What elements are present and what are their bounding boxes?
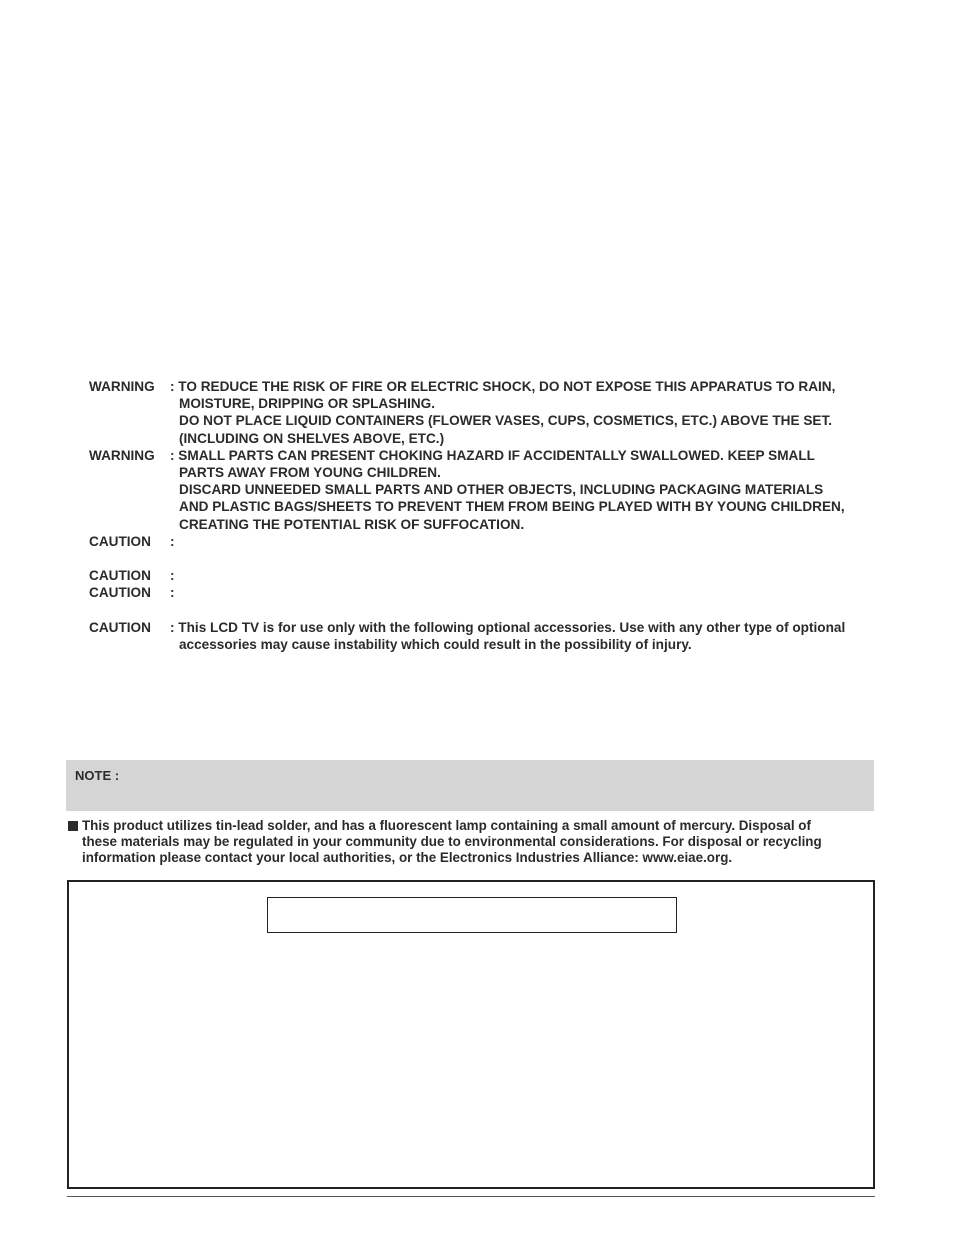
caution-label: CAUTION xyxy=(89,533,151,549)
warning-text-line: AND PLASTIC BAGS/SHEETS TO PREVENT THEM FROM BEING PLAYED WITH BY YOUNG CHILDREN, xyxy=(179,499,845,515)
caution-text-line: : This LCD TV is for use only with the following optional accessories. Use with any other type of optional xyxy=(170,619,846,635)
caution-text-line: : xyxy=(170,585,175,601)
warning-label: WARNING xyxy=(89,447,155,463)
warning-text-line: DO NOT PLACE LIQUID CONTAINERS (FLOWER VASES, CUPS, COSMETICS, ETC.) ABOVE THE SET. xyxy=(179,413,833,429)
caution-entry xyxy=(89,533,889,550)
disposal-text-line: information please contact your local authorities, or the Electronics Industries Alliance: www.eiae.org. xyxy=(82,850,733,865)
content-frame xyxy=(67,880,875,1189)
warning-text-line: : SMALL PARTS CAN PRESENT CHOKING HAZARD IF ACCIDENTALLY SWALLOWED. KEEP SMALL xyxy=(170,447,815,463)
warning-text-line: (INCLUDING ON SHELVES ABOVE, ETC.) xyxy=(179,430,445,446)
square-bullet-icon xyxy=(68,821,78,831)
warning-text-line: CREATING THE POTENTIAL RISK OF SUFFOCATION. xyxy=(179,516,525,532)
caution-entry xyxy=(89,584,889,601)
caution-text-line: : xyxy=(170,568,175,584)
warnings-section xyxy=(89,378,889,653)
caution-text-line: : xyxy=(170,533,175,549)
caution-label: CAUTION xyxy=(89,568,151,584)
caution-label: CAUTION xyxy=(89,619,151,635)
bottom-divider xyxy=(67,1196,875,1197)
warning-text-line: MOISTURE, DRIPPING OR SPLASHING. xyxy=(179,396,436,412)
caution-entry xyxy=(89,567,889,584)
caution-text-line: accessories may cause instability which could result in the possibility of injury. xyxy=(179,637,692,653)
note-box xyxy=(66,760,874,811)
warning-text-line: PARTS AWAY FROM YOUNG CHILDREN. xyxy=(179,465,441,481)
disposal-text-line: This product utilizes tin-lead solder, and has a fluorescent lamp containing a small amount of mercury. Disposal of xyxy=(82,818,811,833)
warning-entry xyxy=(89,378,889,447)
caution-label: CAUTION xyxy=(89,585,151,601)
warning-entry xyxy=(89,447,889,533)
caution-entry xyxy=(89,619,889,653)
warning-text-line: DISCARD UNNEEDED SMALL PARTS AND OTHER OBJECTS, INCLUDING PACKAGING MATERIALS xyxy=(179,482,824,498)
warning-text-line: : TO REDUCE THE RISK OF FIRE OR ELECTRIC SHOCK, DO NOT EXPOSE THIS APPARATUS TO RAIN, xyxy=(170,379,836,394)
note-label: NOTE : xyxy=(75,768,120,783)
disposal-text-line: these materials may be regulated in your community due to environmental considerations. For disposal or recycling xyxy=(82,834,822,849)
warning-label: WARNING xyxy=(89,379,155,394)
inner-title-box xyxy=(267,897,677,933)
disposal-notice xyxy=(68,818,878,866)
